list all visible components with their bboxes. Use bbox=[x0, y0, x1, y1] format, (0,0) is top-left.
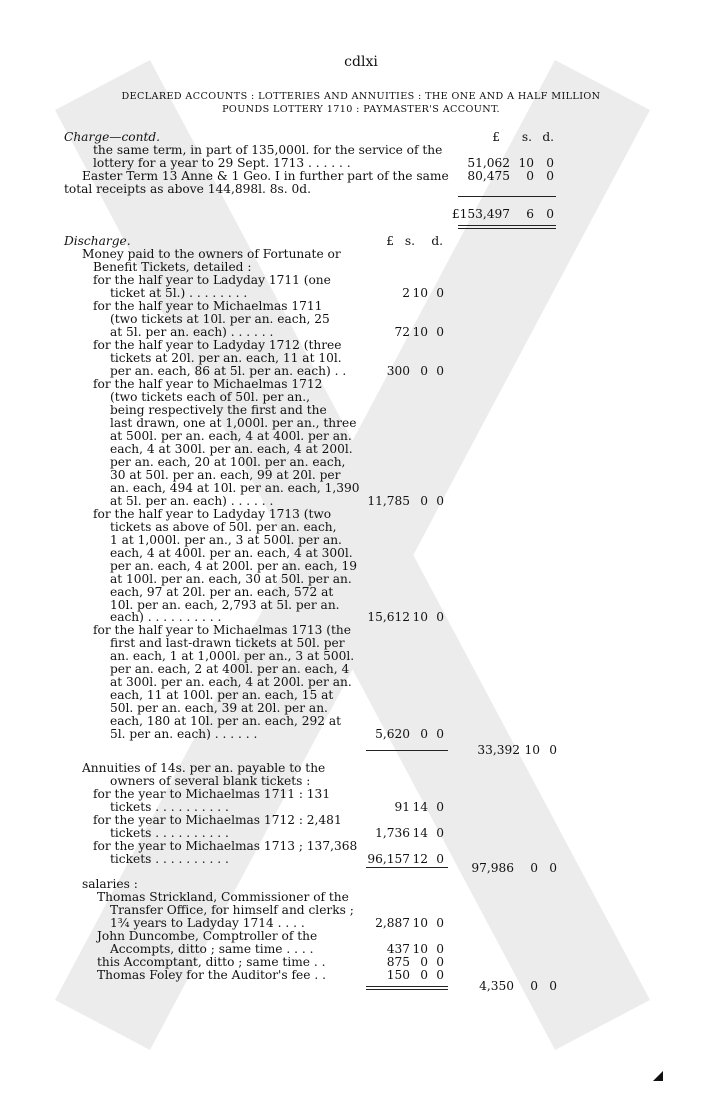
discharge-line: each) . . . . . . . . . . bbox=[110, 610, 222, 625]
discharge-subtotal-pence: 0 bbox=[549, 743, 557, 757]
salaries-subtotal-pence: 0 bbox=[549, 979, 557, 993]
discharge-line: each, 180 at 10l. per an. each, 292 at bbox=[110, 714, 342, 729]
discharge-line: at 5l. per an. each) . . . . . . bbox=[110, 324, 274, 339]
corner-triangle-icon bbox=[652, 1070, 664, 1082]
annuities-line: tickets . . . . . . . . . . bbox=[110, 851, 229, 866]
discharge-line: for the half year to Michaelmas 1713 (the bbox=[93, 623, 351, 638]
discharge-line: each, 97 at 20l. per an. each, 572 at bbox=[110, 584, 334, 599]
discharge-header-pence: d. bbox=[431, 234, 443, 248]
annuities-subtotal-pounds: 97,986 bbox=[471, 861, 514, 875]
discharge-amount-pounds: 72 bbox=[394, 324, 410, 339]
annuities-line: tickets . . . . . . . . . . bbox=[110, 825, 229, 840]
salaries-label: salaries : bbox=[82, 877, 138, 891]
discharge-line: per an. each, 86 at 5l. per an. each) . . bbox=[110, 363, 347, 378]
charge-label: Charge—contd. bbox=[64, 130, 161, 144]
heading-line-1: DECLARED ACCOUNTS : LOTTERIES AND ANNUITIES : THE ONE AND A HALF MILLION bbox=[121, 91, 601, 102]
discharge-line: 10l. per an. each, 2,793 at 5l. per an. bbox=[110, 597, 340, 612]
annuities-line: for the year to Michaelmas 1713 ; 137,368 bbox=[93, 838, 358, 853]
charge-total-pounds: £153,497 bbox=[451, 207, 510, 221]
discharge-line: each, 4 at 300l. per an. each, 4 at 200l. bbox=[110, 441, 353, 456]
salaries-rule bbox=[366, 989, 448, 990]
salaries-amount-shillings: 10 bbox=[412, 915, 428, 930]
discharge-line: (two tickets each of 50l. per an., bbox=[110, 389, 311, 404]
discharge-amount-pence: 0 bbox=[436, 493, 444, 508]
annuities-rule bbox=[366, 867, 448, 868]
charge-amount-shillings: 0 bbox=[526, 169, 534, 183]
salaries-amount-pence: 0 bbox=[436, 954, 444, 969]
discharge-line: 1 at 1,000l. per an., 3 at 500l. per an. bbox=[110, 532, 342, 547]
discharge-line: 5l. per an. each) . . . . . . bbox=[110, 727, 258, 742]
discharge-amount-pounds: 11,785 bbox=[367, 493, 410, 508]
salaries-amount-pounds: 875 bbox=[386, 954, 410, 969]
discharge-line: last drawn, one at 1,000l. per an., three bbox=[110, 415, 357, 430]
discharge-amount-shillings: 0 bbox=[420, 727, 428, 742]
discharge-label: Discharge. bbox=[64, 234, 131, 248]
discharge-header-shillings: s. bbox=[404, 234, 415, 248]
charge-amount-pence: 0 bbox=[546, 156, 554, 170]
discharge-amount-shillings: 0 bbox=[420, 493, 428, 508]
salaries-line: Thomas Strickland, Commissioner of the bbox=[97, 890, 349, 904]
discharge-line: ticket at 5l.) . . . . . . . . bbox=[110, 285, 248, 300]
discharge-header-pounds: £ bbox=[386, 234, 394, 248]
annuities-amount-shillings: 14 bbox=[412, 825, 428, 840]
charge-header-pounds: £ bbox=[492, 130, 500, 144]
salaries-amount-pounds: 437 bbox=[386, 941, 410, 956]
discharge-line: each, 11 at 100l. per an. each, 15 at bbox=[110, 688, 334, 703]
discharge-line: (two tickets at 10l. per an. each, 25 bbox=[110, 311, 330, 326]
discharge-amount-shillings: 10 bbox=[412, 285, 428, 300]
discharge-line: per an. each, 2 at 400l. per an. each, 4 bbox=[110, 662, 350, 677]
discharge-rule bbox=[366, 750, 448, 751]
annuities-amount-pence: 0 bbox=[436, 825, 444, 840]
annuities-amount-shillings: 14 bbox=[412, 799, 428, 814]
discharge-line: for the half year to Ladyday 1711 (one bbox=[93, 273, 331, 287]
discharge-line: for the half year to Michaelmas 1711 bbox=[93, 298, 323, 313]
annuities-amount-pounds: 91 bbox=[394, 799, 410, 814]
charge-header-pence: d. bbox=[542, 130, 554, 144]
charge-line: the same term, in part of 135,000l. for the service of the bbox=[93, 143, 443, 157]
discharge-amount-shillings: 10 bbox=[412, 324, 428, 339]
discharge-line: for the half year to Ladyday 1713 (two bbox=[93, 506, 332, 521]
discharge-amount-pounds: 5,620 bbox=[375, 727, 410, 742]
discharge-line: per an. each, 20 at 100l. per an. each, bbox=[110, 454, 346, 469]
discharge-amount-pence: 0 bbox=[436, 610, 444, 625]
charge-total-shillings: 6 bbox=[526, 207, 534, 221]
salaries-line: Thomas Foley for the Auditor's fee . . bbox=[97, 967, 326, 982]
discharge-line: 30 at 50l. per an. each, 99 at 20l. per bbox=[110, 467, 341, 482]
charge-total-pence: 0 bbox=[546, 207, 554, 221]
charge-amount-pounds: 80,475 bbox=[467, 169, 510, 183]
annuities-intro: Annuities of 14s. per an. payable to the bbox=[82, 761, 326, 775]
discharge-amount-pence: 0 bbox=[436, 363, 444, 378]
discharge-amount-pounds: 300 bbox=[386, 363, 410, 378]
salaries-line: this Accomptant, ditto ; same time . . bbox=[97, 954, 326, 969]
charge-amount-pence: 0 bbox=[546, 169, 554, 183]
annuities-amount-pence: 0 bbox=[436, 799, 444, 814]
charge-rule bbox=[458, 196, 556, 197]
discharge-amount-pence: 0 bbox=[436, 285, 444, 300]
charge-header-shillings: s. bbox=[521, 130, 532, 144]
salaries-line: Transfer Office, for himself and clerks ; bbox=[110, 902, 354, 917]
discharge-amount-shillings: 10 bbox=[412, 610, 428, 625]
discharge-line: at 5l. per an. each) . . . . . . bbox=[110, 493, 274, 508]
discharge-line: for the half year to Ladyday 1712 (three bbox=[93, 337, 342, 352]
annuities-amount-shillings: 12 bbox=[412, 851, 428, 866]
discharge-line: first and last-drawn tickets at 50l. per bbox=[110, 636, 345, 651]
discharge-amount-pence: 0 bbox=[436, 727, 444, 742]
salaries-line: 1¾ years to Ladyday 1714 . . . . bbox=[110, 915, 305, 930]
salaries-line: John Duncombe, Comptroller of the bbox=[97, 928, 318, 943]
discharge-intro: Money paid to the owners of Fortunate or bbox=[82, 247, 341, 261]
discharge-line: at 300l. per an. each, 4 at 200l. per an. bbox=[110, 675, 352, 690]
discharge-amount-pounds: 15,612 bbox=[367, 610, 410, 625]
charge-line: lottery for a year to 29 Sept. 1713 . . . . . . bbox=[93, 156, 351, 170]
discharge-intro: Benefit Tickets, detailed : bbox=[93, 260, 252, 274]
salaries-subtotal-shillings: 0 bbox=[530, 979, 538, 993]
discharge-line: tickets as above of 50l. per an. each, bbox=[110, 519, 337, 534]
salaries-amount-shillings: 0 bbox=[420, 954, 428, 969]
discharge-line: per an. each, 4 at 200l. per an. each, 19 bbox=[110, 558, 358, 573]
annuities-intro: owners of several blank tickets : bbox=[110, 774, 311, 788]
annuities-line: for the year to Michaelmas 1711 : 131 bbox=[93, 787, 331, 801]
discharge-line: an. each, 494 at 10l. per an. each, 1,390 bbox=[110, 480, 360, 495]
page-number: cdlxi bbox=[344, 54, 378, 70]
charge-line: Easter Term 13 Anne & 1 Geo. I in further part of the same bbox=[82, 169, 449, 183]
discharge-line: each, 4 at 400l. per an. each, 4 at 300l. bbox=[110, 545, 353, 560]
discharge-line: 50l. per an. each, 39 at 20l. per an. bbox=[110, 701, 328, 716]
discharge-line: for the half year to Michaelmas 1712 bbox=[93, 376, 323, 391]
salaries-amount-pence: 0 bbox=[436, 967, 444, 982]
charge-line: total receipts as above 144,898l. 8s. 0d. bbox=[64, 182, 311, 196]
salaries-line: Accompts, ditto ; same time . . . . bbox=[110, 941, 314, 956]
salaries-subtotal-pounds: 4,350 bbox=[479, 979, 514, 993]
charge-amount-shillings: 10 bbox=[518, 156, 534, 170]
discharge-amount-pence: 0 bbox=[436, 324, 444, 339]
discharge-amount-pounds: 2 bbox=[402, 285, 410, 300]
discharge-line: being respectively the first and the bbox=[110, 402, 327, 417]
charge-total-rule bbox=[458, 228, 556, 229]
annuities-amount-pounds: 1,736 bbox=[375, 825, 410, 840]
annuities-amount-pence: 0 bbox=[436, 851, 444, 866]
salaries-amount-pounds: 150 bbox=[386, 967, 410, 982]
discharge-line: at 500l. per an. each, 4 at 400l. per an. bbox=[110, 428, 352, 443]
charge-amount-pounds: 51,062 bbox=[467, 156, 510, 170]
heading-line-2: POUNDS LOTTERY 1710 : PAYMASTER'S ACCOUNT. bbox=[222, 104, 500, 115]
discharge-subtotal-pounds: 33,392 bbox=[477, 743, 520, 757]
discharge-subtotal-shillings: 10 bbox=[524, 743, 540, 757]
salaries-rule bbox=[366, 986, 448, 987]
discharge-amount-shillings: 0 bbox=[420, 363, 428, 378]
salaries-amount-pounds: 2,887 bbox=[375, 915, 410, 930]
discharge-line: an. each, 1 at 1,000l. per an., 3 at 500l. bbox=[110, 649, 355, 664]
salaries-amount-pence: 0 bbox=[436, 915, 444, 930]
discharge-line: at 100l. per an. each, 30 at 50l. per an. bbox=[110, 571, 352, 586]
salaries-amount-shillings: 0 bbox=[420, 967, 428, 982]
annuities-amount-pounds: 96,157 bbox=[367, 851, 410, 866]
salaries-amount-shillings: 10 bbox=[412, 941, 428, 956]
annuities-line: tickets . . . . . . . . . . bbox=[110, 799, 229, 814]
annuities-line: for the year to Michaelmas 1712 : 2,481 bbox=[93, 812, 342, 827]
salaries-amount-pence: 0 bbox=[436, 941, 444, 956]
charge-total-rule bbox=[458, 225, 556, 226]
discharge-line: tickets at 20l. per an. each, 11 at 10l. bbox=[110, 350, 342, 365]
annuities-subtotal-pence: 0 bbox=[549, 861, 557, 875]
annuities-subtotal-shillings: 0 bbox=[530, 861, 538, 875]
